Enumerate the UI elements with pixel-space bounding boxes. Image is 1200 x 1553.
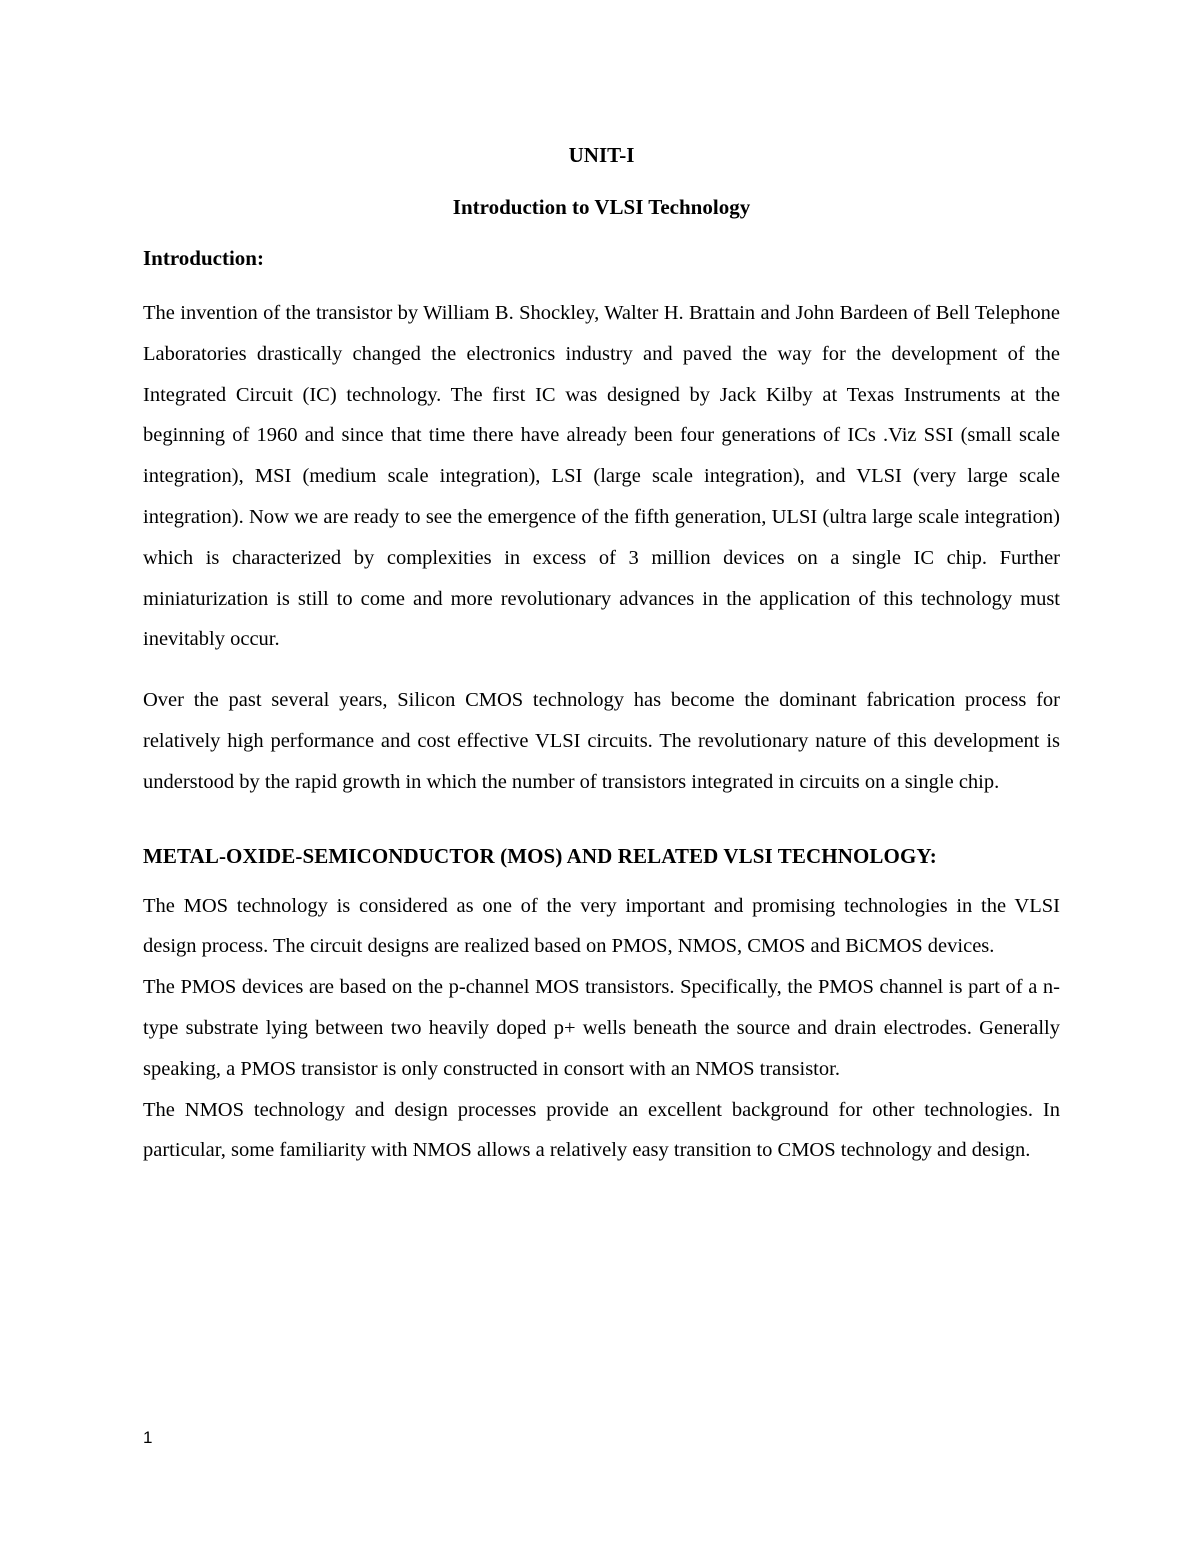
pmos-paragraph: The PMOS devices are based on the p-channel MOS transistors. Specifically, the PMOS channel is part of a n-type substrate lying between two heavily doped p+ wells beneath the source and drain electrodes. Generally speaking, a PMOS transistor is only constructed in consort with an NMOS transistor. <box>143 976 1060 1080</box>
mos-section-heading: METAL-OXIDE-SEMICONDUCTOR (MOS) AND RELATED VLSI TECHNOLOGY: <box>143 843 937 868</box>
chapter-title: Introduction to VLSI Technology <box>452 195 751 219</box>
intro-paragraph-1: The invention of the transistor by William B. Shockley, Walter H. Brattain and John Bardeen of Bell Telephone Laboratories drastically changed the electronics industry and paved the way for the development of the Integrated Circuit (IC) technology. The first IC was designed by Jack Kilby at Texas Instruments at the beginning of 1960 and since that time there have already been four generations of ICs .Viz SSI (small scale integration), MSI (medium scale integration), LSI (large scale integration), and VLSI (very large scale integration). Now we are ready to see the emergence of the fifth generation, ULSI (ultra large scale integration) which is characterized by complexities in excess of 3 million devices on a single IC chip. Further miniaturization is still to come and more revolutionary advances in the application of this technology must inevitably occur. <box>143 302 1060 651</box>
page-number: 1 <box>143 1428 153 1447</box>
mos-paragraph-1: The MOS technology is considered as one of the very important and promising technologies in the VLSI design process. The circuit designs are realized based on PMOS, NMOS, CMOS and BiCMOS devices. <box>143 894 1060 958</box>
nmos-paragraph: The NMOS technology and design processes provide an excellent background for other technologies. In particular, some familiarity with NMOS allows a relatively easy transition to CMOS technology and design. <box>143 1098 1060 1162</box>
unit-title: UNIT-I <box>568 143 635 167</box>
page-content <box>143 140 1060 1171</box>
intro-paragraph-2: Over the past several years, Silicon CMOS technology has become the dominant fabrication process for relatively high performance and cost effective VLSI circuits. The revolutionary nature of this development is understood by the rapid growth in which the number of transistors integrated in circuits on a single chip. <box>143 689 1060 793</box>
introduction-label: Introduction: <box>143 246 264 270</box>
